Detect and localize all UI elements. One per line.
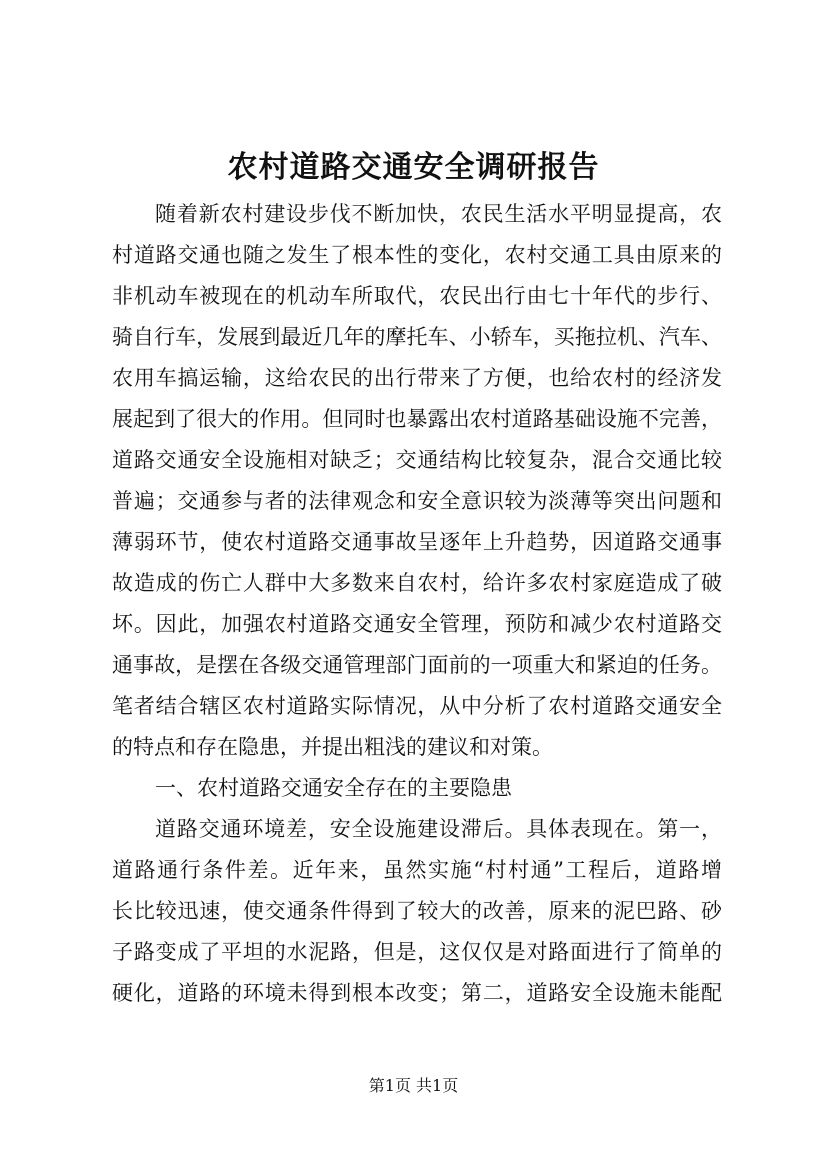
paragraph-line: 的特点和存在隐患，并提出粗浅的建议和对策。 [112, 735, 553, 759]
paragraph-line: 通事故，是摆在各级交通管理部门面前的一项重大和紧迫的任务。 [112, 653, 722, 677]
paragraph-line: 骑自行车，发展到最近几年的摩托车、小轿车，买拖拉机、汽车、 [112, 325, 722, 349]
paragraph-line: 坏。因此，加强农村道路交通安全管理，预防和减少农村道路交 [112, 612, 722, 636]
document-title: 农村道路交通安全调研报告 [227, 150, 600, 185]
paragraph-line: 非机动车被现在的机动车所取代，农民出行由七十年代的步行、 [112, 284, 722, 308]
paragraph-line: 普遍；交通参与者的法律观念和安全意识较为淡薄等突出问题和 [112, 489, 722, 513]
page-footer: 第1页 共1页 [368, 1076, 459, 1095]
paragraph-line: 道路交通安全设施相对缺乏；交通结构比较复杂，混合交通比较 [112, 448, 722, 472]
paragraph-line: 村道路交通也随之发生了根本性的变化，农村交通工具由原来的 [112, 243, 722, 267]
paragraph-line: 农用车搞运输，这给农民的出行带来了方便，也给农村的经济发 [112, 366, 722, 390]
paragraph-line: 故造成的伤亡人群中大多数来自农村，给许多农村家庭造成了破 [112, 571, 722, 595]
paragraph-line: 笔者结合辖区农村道路实际情况，从中分析了农村道路交通安全 [112, 694, 722, 718]
paragraph-line: 道路通行条件差。近年来，虽然实施“村村通”工程后，道路增 [112, 858, 722, 882]
paragraph-line: 薄弱环节，使农村道路交通事故呈逐年上升趋势，因道路交通事 [112, 530, 722, 554]
paragraph-line: 展起到了很大的作用。但同时也暴露出农村道路基础设施不完善， [112, 407, 722, 431]
paragraph-line: 道路交通环境差，安全设施建设滞后。具体表现在。第一， [155, 817, 722, 841]
section-heading-text: 一、农村道路交通安全存在的主要隐患 [155, 776, 512, 800]
paragraph-line: 随着新农村建设步伐不断加快，农民生活水平明显提高，农 [155, 202, 722, 226]
paragraph-line: 子路变成了平坦的水泥路，但是，这仅仅是对路面进行了简单的 [112, 940, 722, 964]
paragraph-line: 长比较迅速，使交通条件得到了较大的改善，原来的泥巴路、砂 [112, 899, 722, 923]
paragraph-line: 硬化，道路的环境未得到根本改变；第二，道路安全设施未能配 [112, 981, 722, 1005]
